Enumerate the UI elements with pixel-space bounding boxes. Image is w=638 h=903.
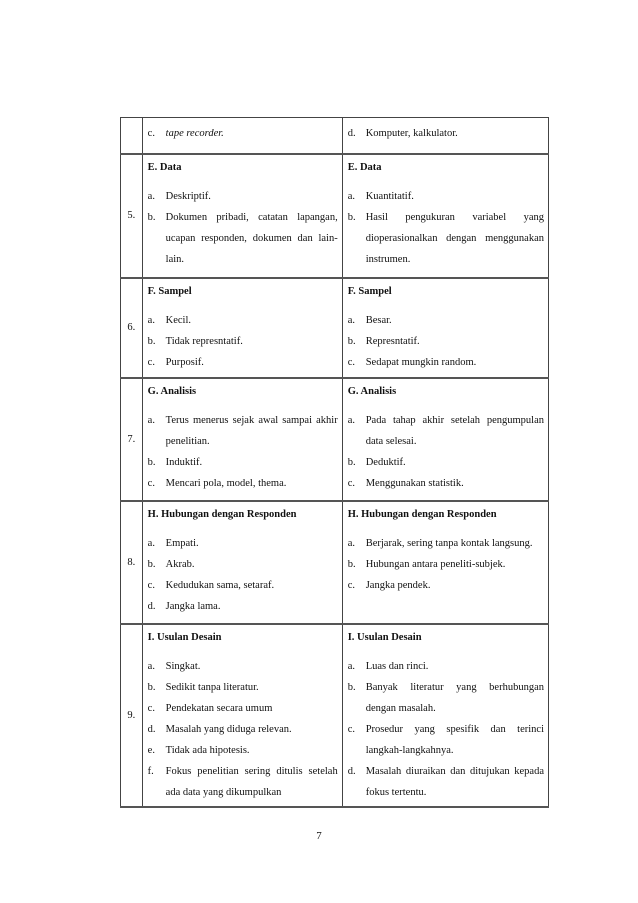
item-letter: a. <box>147 414 155 426</box>
list-item <box>348 352 544 373</box>
table-row <box>121 501 549 624</box>
item-text: Masalah yang diduga relevan. <box>165 723 292 735</box>
left-cell <box>142 278 342 378</box>
item-letter: a. <box>347 537 356 549</box>
right-cell <box>342 624 548 807</box>
list-item <box>148 310 338 331</box>
section-header: E. Data <box>147 161 182 173</box>
list-item <box>348 186 544 207</box>
list-item <box>348 719 544 761</box>
section-header: H. Hubungan dengan Responden <box>147 508 297 520</box>
list-item <box>348 473 544 494</box>
row-number: 5. <box>121 154 143 278</box>
section-header: F. Sampel <box>147 285 192 297</box>
item-text: Deskriptif. <box>165 190 211 202</box>
list-item <box>148 331 338 352</box>
row-number: 6. <box>121 278 143 378</box>
right-cell <box>342 154 548 278</box>
item-text: Kedudukan sama, setaraf. <box>165 579 275 591</box>
table-row-continuation <box>121 118 549 154</box>
list-item <box>348 310 544 331</box>
item-letter: a. <box>347 314 356 326</box>
list-item <box>148 452 338 473</box>
item-text: Jangka lama. <box>165 600 221 612</box>
item-text: Pendekatan secara umum <box>165 702 273 714</box>
list-item <box>148 761 338 803</box>
item-text: Kuantitatif. <box>365 190 414 202</box>
right-cell <box>342 378 548 501</box>
item-letter: c. <box>147 356 155 368</box>
row-number: 9. <box>121 624 143 807</box>
list-item <box>148 575 338 596</box>
row-number: 8. <box>121 501 143 624</box>
item-text: Terus menerus sejak awal sampai akhir penelitian. <box>165 414 338 447</box>
item-letter: d. <box>347 128 356 140</box>
item-letter: a. <box>347 190 356 202</box>
item-text: Tidak ada hipotesis. <box>165 744 250 756</box>
item-letter: b. <box>347 335 356 347</box>
table-row <box>121 278 549 378</box>
list-item <box>148 186 338 207</box>
item-letter: a. <box>147 314 155 326</box>
row-number: 7. <box>121 378 143 501</box>
item-letter: b. <box>347 456 356 468</box>
comparison-table <box>120 117 549 808</box>
item-letter: b. <box>147 211 156 223</box>
item-text: Singkat. <box>165 660 201 672</box>
item-text: Luas dan rinci. <box>365 660 429 672</box>
list-item <box>148 677 338 698</box>
item-letter: a. <box>347 660 356 672</box>
item-letter: c. <box>147 579 155 591</box>
item-letter: b. <box>347 211 356 223</box>
left-cell <box>142 378 342 501</box>
item-text: Represntatif. <box>365 335 420 347</box>
item-letter: d. <box>347 765 356 777</box>
list-item <box>348 761 544 803</box>
table-row <box>121 624 549 807</box>
item-letter: c. <box>347 477 356 489</box>
item-text: Mencari pola, model, thema. <box>165 477 287 489</box>
list-item <box>348 554 544 575</box>
table-row <box>121 378 549 501</box>
item-letter: b. <box>147 335 156 347</box>
item-letter: b. <box>147 456 156 468</box>
list-item <box>348 575 544 596</box>
list-item <box>148 740 338 761</box>
list-item <box>148 123 338 144</box>
item-text: Sedapat mungkin random. <box>365 356 477 368</box>
list-item <box>148 554 338 575</box>
item-text: Dokumen pribadi, catatan lapangan, ucapan responden, dokumen dan lain-lain. <box>165 211 338 265</box>
section-header: F. Sampel <box>347 285 392 297</box>
right-cell <box>342 278 548 378</box>
section-header: G. Analisis <box>147 385 197 397</box>
table-row <box>121 154 549 278</box>
list-item <box>348 677 544 719</box>
page-number: 7 <box>316 830 322 842</box>
item-text: Purposif. <box>165 356 204 368</box>
left-cell <box>142 501 342 624</box>
item-letter: c. <box>347 579 356 591</box>
item-letter: c. <box>147 477 155 489</box>
item-letter: d. <box>147 600 156 612</box>
item-text: Komputer, kalkulator. <box>365 128 458 140</box>
item-text: Induktif. <box>165 456 203 468</box>
list-item <box>348 410 544 452</box>
list-item <box>148 698 338 719</box>
list-item <box>148 410 338 452</box>
item-letter: a. <box>147 660 155 672</box>
comparison-table-body <box>121 118 549 807</box>
item-letter: c. <box>347 356 356 368</box>
item-text: Jangka pendek. <box>365 579 431 591</box>
left-cell <box>142 118 342 154</box>
list-item <box>148 719 338 740</box>
section-header: I. Usulan Desain <box>147 631 222 643</box>
section-header: E. Data <box>347 161 382 173</box>
item-letter: b. <box>347 681 356 693</box>
item-text: Pada tahap akhir setelah pengumpulan data selesai. <box>365 414 544 447</box>
item-text: Akrab. <box>165 558 195 570</box>
list-item <box>148 656 338 677</box>
item-text: Deduktif. <box>365 456 406 468</box>
item-letter: b. <box>147 558 156 570</box>
item-text: Banyak literatur yang berhubungan dengan masalah. <box>365 681 544 714</box>
item-letter: b. <box>147 681 156 693</box>
item-text: tape recorder. <box>165 128 224 140</box>
item-letter: e. <box>147 744 155 756</box>
item-text: Berjarak, sering tanpa kontak langsung. <box>365 537 533 549</box>
item-text: Masalah diuraikan dan ditujukan kepada fokus tertentu. <box>365 765 544 798</box>
section-header: G. Analisis <box>347 385 397 397</box>
item-letter: d. <box>147 723 156 735</box>
list-item <box>348 656 544 677</box>
item-letter: a. <box>147 537 155 549</box>
list-item <box>148 207 338 270</box>
item-text: Empati. <box>165 537 199 549</box>
list-item <box>148 473 338 494</box>
left-cell <box>142 624 342 807</box>
list-item <box>148 533 338 554</box>
right-cell <box>342 501 548 624</box>
list-item <box>348 123 544 144</box>
right-cell <box>342 118 548 154</box>
item-text: Kecil. <box>165 314 192 326</box>
item-text: Hasil pengukuran variabel yang dioperasionalkan dengan menggunakan instrumen. <box>365 211 544 265</box>
list-item <box>148 352 338 373</box>
item-letter: c. <box>147 128 155 140</box>
item-text: Menggunakan statistik. <box>365 477 464 489</box>
item-text: Hubungan antara peneliti-subjek. <box>365 558 506 570</box>
list-item <box>348 452 544 473</box>
left-cell <box>142 154 342 278</box>
item-text: Prosedur yang spesifik dan terinci langkah-langkahnya. <box>365 723 544 756</box>
item-letter: c. <box>347 723 356 735</box>
item-letter: a. <box>147 190 155 202</box>
item-text: Fokus penelitian sering ditulis setelah ada data yang dikumpulkan <box>165 765 338 798</box>
item-letter: b. <box>347 558 356 570</box>
item-letter: f. <box>147 765 154 777</box>
item-letter: a. <box>347 414 356 426</box>
item-text: Sedikit tanpa literatur. <box>165 681 259 693</box>
list-item <box>348 533 544 554</box>
row-number-cell <box>121 118 143 154</box>
item-text: Besar. <box>365 314 392 326</box>
section-header: H. Hubungan dengan Responden <box>347 508 497 520</box>
item-letter: c. <box>147 702 155 714</box>
list-item <box>148 596 338 617</box>
list-item <box>348 331 544 352</box>
item-text: Tidak represntatif. <box>165 335 243 347</box>
list-item <box>348 207 544 270</box>
section-header: I. Usulan Desain <box>347 631 422 643</box>
